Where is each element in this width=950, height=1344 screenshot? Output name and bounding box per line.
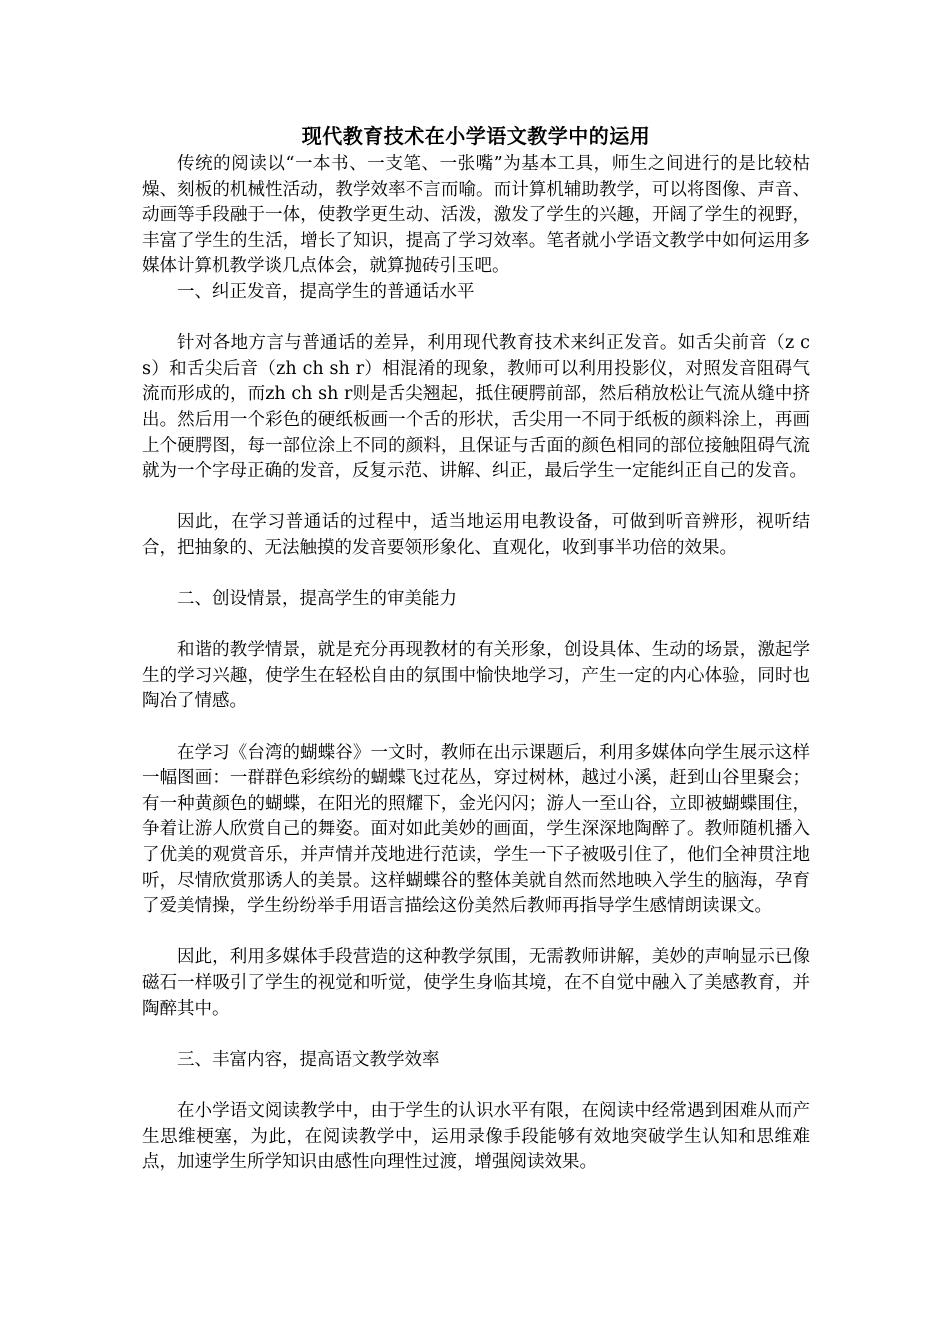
document-title: 现代教育技术在小学语文教学中的运用 xyxy=(301,124,651,148)
section-heading-3: 三、丰富内容，提高语文教学效率 xyxy=(177,1049,440,1070)
body-paragraph: 因此，利用多媒体手段营造的这种教学氛围，无需教师讲解，美妙的声响显示已像磁石一样吸引了学生的视觉和听觉，使学生身临其境，在不自觉中融入了美感教育，并陶醉其中。 xyxy=(142,947,810,1019)
intro-paragraph: 传统的阅读以“一本书、一支笔、一张嘴”为基本工具，师生之间进行的是比较枯燥、刻板的机械性活动，教学效率不言而喻。而计算机辅助教学，可以将图像、声音、动画等手段融于一体，使教学更生动、活泼，激发了学生的兴趣，开阔了学生的视野，丰富了学生的生活，增长了知识，提高了学习效率。笔者就小学语文教学中如何运用多媒体计算机教学谈几点体会，就算抛砖引玉吧。 xyxy=(142,154,810,277)
paragraph-spacer xyxy=(142,715,810,741)
paragraph-spacer xyxy=(142,1073,810,1099)
body-paragraph: 和谐的教学情景，就是充分再现教材的有关形象，创设具体、生动的场景，激起学生的学习兴趣，使学生在轻松自由的氛围中愉快地学习，产生一定的内心体验，同时也陶冶了情感。 xyxy=(142,640,810,712)
paragraph-spacer xyxy=(142,562,810,588)
paragraph-spacer xyxy=(142,1022,810,1048)
body-paragraph: 针对各地方言与普通话的差异，利用现代教育技术来纠正发音。如舌尖前音（z c s）和舌尖后音（zh ch sh r）相混淆的现象，教师可以利用投影仪，对照发音阻碍气流而形成的，而zh ch sh r则是舌尖翘起，抵住硬腭前部，然后稍放松让气流从缝中挤出。然后用一个彩色的硬纸板画一个舌的形状，舌尖用一不同于纸板的颜料涂上，再画上个硬腭图，每一部位涂上不同的颜料，且保证与舌面的颜色相同的部位接触阻碍气流就为一个字母正确的发音，反复示范、讲解、纠正，最后学生一定能纠正自己的发音。 xyxy=(142,333,810,482)
document-body xyxy=(142,120,810,1176)
section-heading-1: 一、纠正发音，提高学生的普通话水平 xyxy=(177,281,475,302)
section-heading-2: 二、创设情景，提高学生的审美能力 xyxy=(177,589,457,610)
body-paragraph: 在小学语文阅读教学中，由于学生的认识水平有限，在阅读中经常遇到困难从而产生思维梗塞，为此，在阅读教学中，运用录像手段能够有效地突破学生认知和思维难点，加速学生所学知识由感性向理性过渡，增强阅读效果。 xyxy=(142,1100,810,1173)
paragraph-spacer xyxy=(142,306,810,332)
paragraph-spacer xyxy=(142,485,810,511)
body-paragraph: 在学习《台湾的蝴蝶谷》一文时，教师在出示课题后，利用多媒体向学生展示这样一幅图画：一群群色彩缤纷的蝴蝶飞过花丛，穿过树林，越过小溪，赶到山谷里聚会；有一种黄颜色的蝴蝶，在阳光的照耀下，金光闪闪；游人一至山谷，立即被蝴蝶围住，争着让游人欣赏自己的舞姿。面对如此美妙的画面，学生深深地陶醉了。教师随机播入了优美的观赏音乐，并声情并茂地进行范读，学生一下子被吸引住了，他们全神贯注地听，尽情欣赏那诱人的美景。这样蝴蝶谷的整体美就自然而然地映入学生的脑海，孕育了爱美情操，学生纷纷举手用语言描绘这份美然后教师再指导学生感情朗读课文。 xyxy=(142,742,810,917)
paragraph-spacer xyxy=(142,613,810,639)
paragraph-spacer xyxy=(142,920,810,946)
body-paragraph: 因此，在学习普通话的过程中，适当地运用电教设备，可做到听音辨形，视听结合，把抽象的、无法触摸的发音要领形象化、直观化，收到事半功倍的效果。 xyxy=(142,512,810,558)
